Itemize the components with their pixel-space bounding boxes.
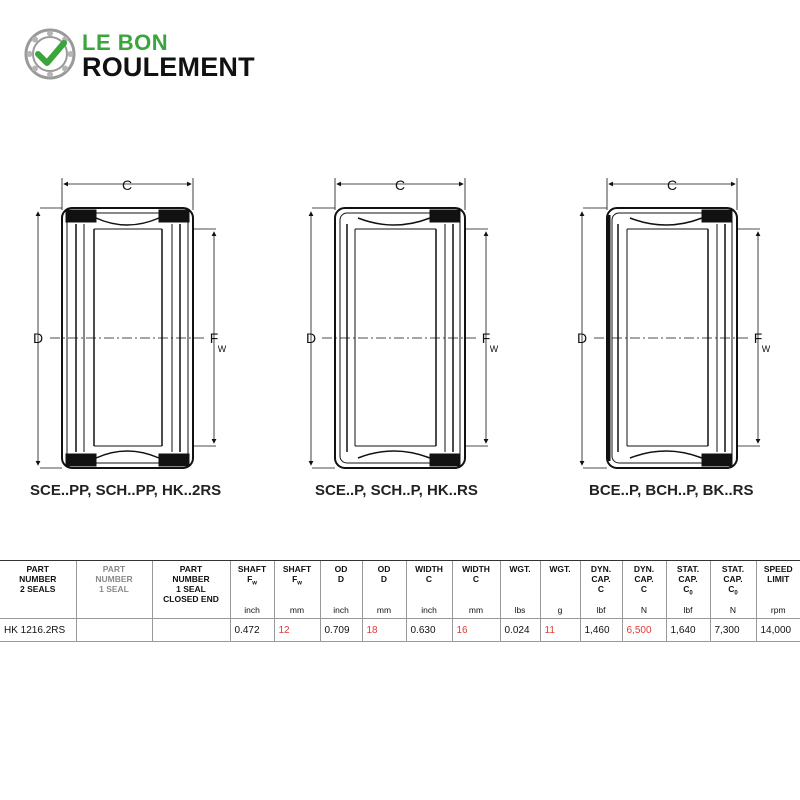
cell-dyn-cap-lbf: 1,460 bbox=[580, 619, 622, 642]
dim-d-label-1: D bbox=[32, 330, 44, 346]
col-header-part-1-seal: PART NUMBER 1 SEAL bbox=[76, 561, 152, 605]
cell-width-mm: 16 bbox=[452, 619, 500, 642]
dim-fw-sub-1: W bbox=[217, 344, 227, 354]
col-header-dyn-cap-lbf: DYN. CAP. C bbox=[580, 561, 622, 605]
dim-fw-label-2: F bbox=[481, 330, 491, 346]
bearing-drawings bbox=[0, 160, 800, 500]
col-header-stat-cap-n: STAT. CAP. $C_0$ bbox=[710, 561, 756, 605]
col-header-shaft-mm: SHAFT $F_w$ bbox=[274, 561, 320, 605]
col-header-od-mm: OD D bbox=[362, 561, 406, 605]
cell-speed-limit: 14,000 bbox=[756, 619, 800, 642]
cell-od-mm: 18 bbox=[362, 619, 406, 642]
col-header-dyn-cap-n: DYN. CAP. C bbox=[622, 561, 666, 605]
caption-2-seals: SCE..PP, SCH..PP, HK..2RS bbox=[30, 482, 222, 499]
unit-cell: mm bbox=[452, 604, 500, 619]
cell-part-1-seal bbox=[76, 619, 152, 642]
cell-stat-cap-lbf: 1,640 bbox=[666, 619, 710, 642]
dim-c-label-1: C bbox=[121, 177, 133, 193]
col-header-speed-limit: SPEED LIMIT bbox=[756, 561, 800, 605]
dim-d-label-2: D bbox=[305, 330, 317, 346]
logo-text-top: LE BON bbox=[82, 30, 169, 55]
dim-c-label-3: C bbox=[666, 177, 678, 193]
cell-part-closed-end bbox=[152, 619, 230, 642]
unit-cell: inch bbox=[320, 604, 362, 619]
logo-text-bottom: ROULEMENT bbox=[82, 52, 255, 82]
drawing-1-seal bbox=[311, 178, 488, 468]
bearing-check-icon bbox=[24, 28, 76, 80]
col-header-wgt-lbs: WGT. bbox=[500, 561, 540, 605]
drawing-2-seals bbox=[38, 178, 216, 468]
unit-cell: N bbox=[622, 604, 666, 619]
col-header-wgt-g: WGT. bbox=[540, 561, 580, 605]
cell-wgt-lbs: 0.024 bbox=[500, 619, 540, 642]
table-row bbox=[0, 619, 800, 642]
unit-cell: lbf bbox=[666, 604, 710, 619]
unit-cell: rpm bbox=[756, 604, 800, 619]
unit-cell: inch bbox=[406, 604, 452, 619]
table-header-row bbox=[0, 561, 800, 605]
cell-width-inch: 0.630 bbox=[406, 619, 452, 642]
unit-cell: N bbox=[710, 604, 756, 619]
unit-cell bbox=[152, 604, 230, 619]
dim-d-label-3: D bbox=[576, 330, 588, 346]
unit-cell: mm bbox=[274, 604, 320, 619]
caption-1-seal: SCE..P, SCH..P, HK..RS bbox=[315, 482, 478, 499]
col-header-width-mm: WIDTH C bbox=[452, 561, 500, 605]
cell-part-2-seals: HK 1216.2RS bbox=[0, 619, 76, 642]
dim-fw-sub-3: W bbox=[761, 344, 771, 354]
col-header-part-2-seals: PART NUMBER 2 SEALS bbox=[0, 561, 76, 605]
col-header-od-inch: OD D bbox=[320, 561, 362, 605]
spec-table bbox=[0, 560, 800, 642]
unit-cell bbox=[76, 604, 152, 619]
unit-cell: mm bbox=[362, 604, 406, 619]
unit-cell bbox=[0, 604, 76, 619]
col-header-part-closed-end: PART NUMBER 1 SEAL CLOSED END bbox=[152, 561, 230, 605]
cell-od-inch: 0.709 bbox=[320, 619, 362, 642]
col-header-shaft-inch: SHAFT $F_w$ bbox=[230, 561, 274, 605]
dim-fw-sub-2: W bbox=[489, 344, 499, 354]
unit-cell: lbs bbox=[500, 604, 540, 619]
col-header-width-inch: WIDTH C bbox=[406, 561, 452, 605]
table-units-row bbox=[0, 604, 800, 619]
drawing-closed-end bbox=[582, 178, 760, 468]
cell-shaft-mm: 12 bbox=[274, 619, 320, 642]
unit-cell: lbf bbox=[580, 604, 622, 619]
col-header-stat-cap-lbf: STAT. CAP. $C_0$ bbox=[666, 561, 710, 605]
dim-fw-label-3: F bbox=[753, 330, 763, 346]
cell-dyn-cap-n: 6,500 bbox=[622, 619, 666, 642]
cell-wgt-g: 11 bbox=[540, 619, 580, 642]
cell-stat-cap-n: 7,300 bbox=[710, 619, 756, 642]
dim-fw-label-1: F bbox=[209, 330, 219, 346]
brand-logo bbox=[24, 28, 304, 84]
dim-c-label-2: C bbox=[394, 177, 406, 193]
unit-cell: inch bbox=[230, 604, 274, 619]
caption-closed-end: BCE..P, BCH..P, BK..RS bbox=[589, 482, 754, 499]
cell-shaft-inch: 0.472 bbox=[230, 619, 274, 642]
unit-cell: g bbox=[540, 604, 580, 619]
